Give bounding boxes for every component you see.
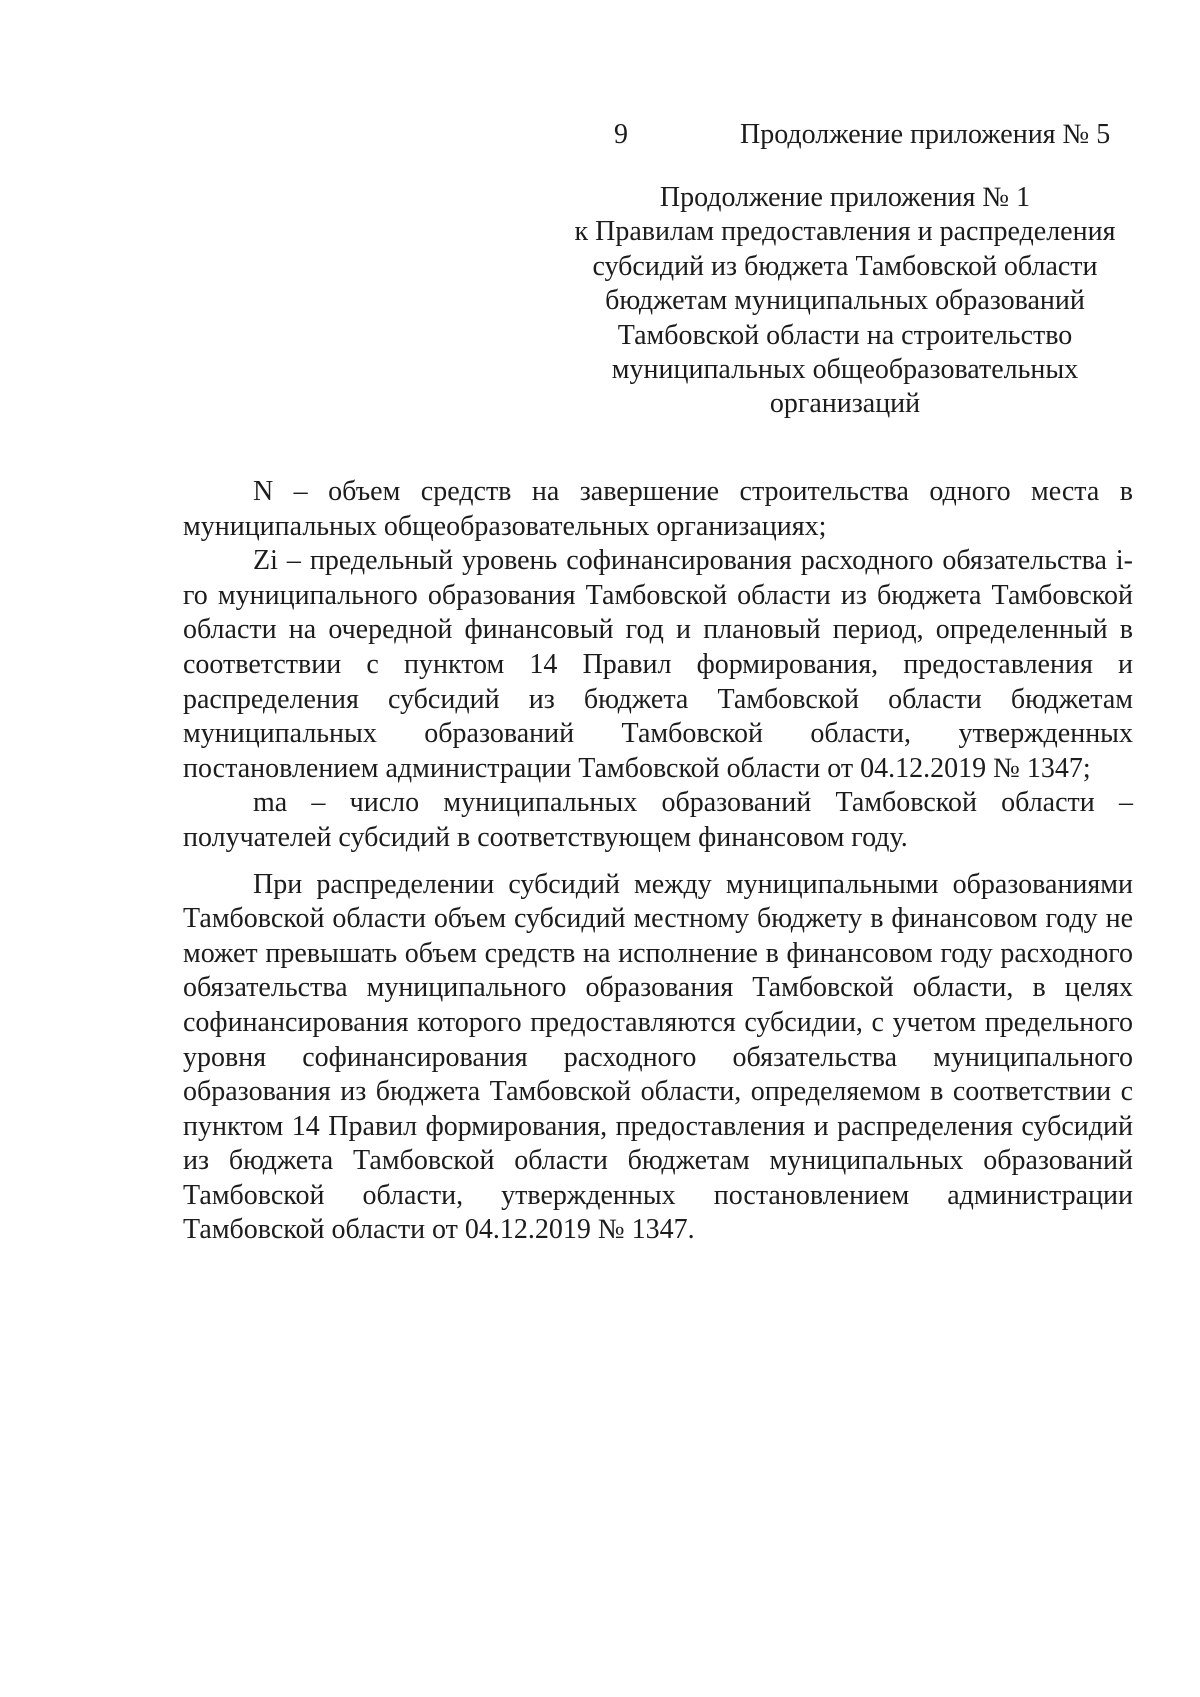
- appendix-line: Тамбовской области на строительство: [617, 319, 1073, 351]
- appendix-line: организаций: [769, 388, 921, 420]
- appendix-line: субсидий из бюджета Тамбовской области: [592, 250, 1098, 282]
- appendix-line: к Правилам предоставления и распределения: [574, 216, 1116, 248]
- definition-zi-paragraph: Zi – предельный уровень софинансирования расходного обязательства i-го муниципального образования Тамбовской области из бюджета Тамбовской области на очередной финансовый год и плановый период, определенный в соответствии с пунктом 14 Правил формирования, предоставления и распределения субсидий из бюджета Тамбовской области бюджетам муниципальных образований Тамбовской области, утвержденных постановлением администрации Тамбовской области от 04.12.2019 № 1347;: [183, 545, 1133, 784]
- document-body: [183, 475, 1133, 1248]
- appendix-continuation-header: Продолжение приложения № 5: [740, 119, 1111, 150]
- appendix-line: муниципальных общеобразовательных: [611, 354, 1079, 386]
- definition-n-paragraph: N – объем средств на завершение строительства одного места в муниципальных общеобразовательных организациях;: [183, 476, 1133, 542]
- distribution-rule-paragraph: При распределении субсидий между муниципальными образованиями Тамбовской области объем субсидий местному бюджету в финансовом году не может превышать объем средств на исполнение в финансовом году расходного обязательства муниципального образования Тамбовской области, в целях софинансирования которого предоставляются субсидии, с учетом предельного уровня софинансирования расходного обязательства муниципального образования из бюджета Тамбовской области, определяемом в соответствии с пунктом 14 Правил формирования, предоставления и распределения субсидий из бюджета Тамбовской области бюджетам муниципальных образований Тамбовской области, утвержденных постановлением администрации Тамбовской области от 04.12.2019 № 1347.: [183, 868, 1133, 1246]
- appendix-reference-block: [560, 181, 1130, 422]
- definition-ma-paragraph: ma – число муниципальных образований Тамбовской области – получателей субсидий в соответствующем финансовом году.: [183, 787, 1133, 853]
- page-number: 9: [614, 119, 628, 150]
- appendix-line: бюджетам муниципальных образований: [605, 285, 1085, 317]
- appendix-line: Продолжение приложения № 1: [659, 182, 1031, 213]
